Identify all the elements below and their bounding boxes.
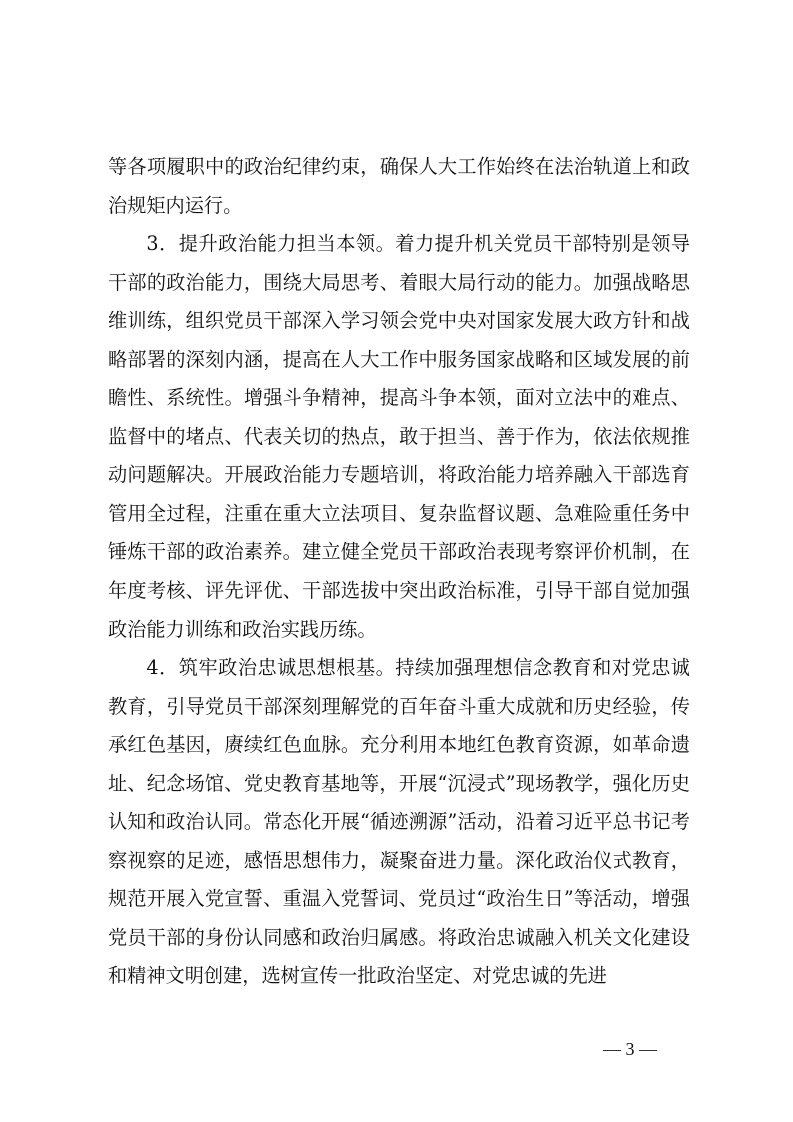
paragraph-continuation: 等各项履职中的政治纪律约束，确保人大工作始终在法治轨道上和政治规矩内运行。: [108, 155, 690, 217]
paragraph-political-loyalty: 4．筑牢政治忠诚思想根基。持续加强理想信念教育和对党忠诚教育，引导党员干部深刻理解党的百年奋斗重大成就和历史经验，传承红色基因，赓续红色血脉。充分利用本地红色教育资源，如革命遗址、纪念场馆、党史教育基地等，开展“沉浸式”现场教学，强化历史认知和政治认同。常态化开展“循迹溯源”活动，沿着习近平总书记考察视察的足迹，感悟思想伟力，凝聚奋进力量。深化政治仪式教育，规范开展入党宣誓、重温入党誓词、党员过“政治生日”等活动，增强党员干部的身份认同感和政治归属感。将政治忠诚融入机关文化建设和精神文明创建，选树宣传一批政治坚定、对党忠诚的先进: [108, 656, 690, 988]
paragraph-political-ability: 3．提升政治能力担当本领。着力提升机关党员干部特别是领导干部的政治能力，围绕大局思考、着眼大局行动的能力。加强战略思维训练，组织党员干部深入学习领会党中央对国家发展大政方针和战略部署的深刻内涵，提高在人大工作中服务国家战略和区域发展的前瞻性、系统性。增强斗争精神，提高斗争本领，面对立法中的难点、监督中的堵点、代表关切的热点，敢于担当、善于作为，依法依规推动问题解决。开展政治能力专题培训，将政治能力培养融入干部选育管用全过程，注重在重大立法项目、复杂监督议题、急难险重任务中锤炼干部的政治素养。建立健全党员干部政治表现考察评价机制，在年度考核、评先评优、干部选拔中突出政治标准，引导干部自觉加强政治能力训练和政治实践历练。: [108, 232, 690, 641]
document-body: [108, 148, 690, 996]
page-number: — 3 —: [603, 1039, 657, 1059]
